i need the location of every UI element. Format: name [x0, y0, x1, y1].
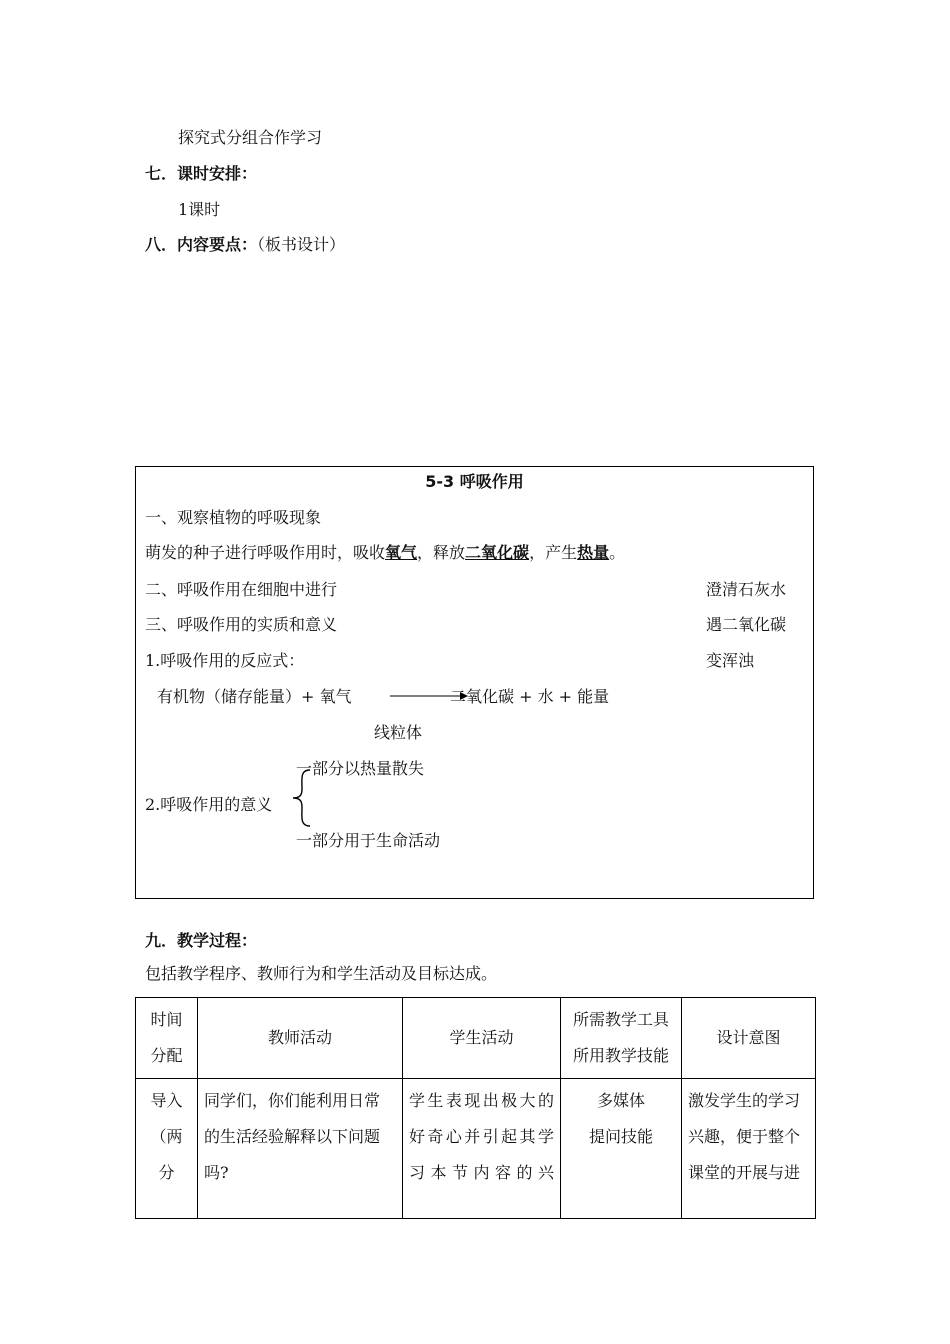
board-co2: 二氧化碳	[465, 543, 530, 562]
row1-intent	[682, 1079, 816, 1219]
row1-tools-line2: 提问技能	[588, 1127, 653, 1146]
section7-title: 七．课时安排：	[145, 164, 258, 183]
equation-condition: 线粒体	[374, 723, 423, 742]
row1-time-line3: 分	[158, 1163, 175, 1182]
row1-time-line2: （两	[150, 1127, 183, 1146]
side-note-1: 澄清石灰水	[706, 580, 787, 599]
curly-brace-icon	[290, 769, 314, 827]
board-heat: 热量	[577, 543, 610, 562]
row1-intent-line2: 兴趣，便于整个	[688, 1127, 801, 1146]
board-oxygen: 氧气	[385, 543, 418, 562]
board-line2-part1: 萌发的种子进行呼吸作用时，吸收	[145, 543, 386, 562]
teaching-process-table	[135, 997, 816, 1219]
section8-heading	[145, 235, 345, 254]
header-tools	[561, 998, 682, 1079]
header-time	[136, 998, 198, 1079]
row1-time	[136, 1079, 198, 1219]
intro-line: 探究式分组合作学习	[178, 128, 323, 147]
header-time-line2: 分配	[150, 1046, 183, 1065]
equation-left: 有机物（储存能量）+ 氧气	[157, 687, 352, 706]
board-line1: 一、观察植物的呼吸现象	[145, 508, 322, 527]
equation-right: 二氧化碳 + 水 + 能量	[450, 687, 610, 706]
header-teacher: 教师活动	[198, 998, 403, 1079]
meaning-top: 一部分以热量散失	[296, 759, 425, 778]
side-note-3: 变浑浊	[706, 651, 755, 670]
side-note-2: 遇二氧化碳	[706, 615, 787, 634]
board-title: 5-3 呼吸作用	[425, 472, 524, 491]
header-intent: 设计意图	[682, 998, 816, 1079]
blackboard-design-box	[135, 466, 814, 899]
section7-content: 1课时	[178, 200, 221, 219]
row1-student-line3: 习本节内容的兴	[409, 1163, 554, 1182]
section9-desc: 包括教学程序、教师行为和学生活动及目标达成。	[145, 964, 498, 983]
row1-teacher-line2: 的生活经验解释以下问题	[204, 1127, 381, 1146]
row1-tools-line1: 多媒体	[596, 1091, 645, 1110]
row1-teacher	[198, 1079, 403, 1219]
row1-intent-line1: 激发学生的学习	[688, 1091, 801, 1110]
board-line5: 1.呼吸作用的反应式：	[145, 651, 305, 670]
header-student: 学生活动	[403, 998, 561, 1079]
row1-teacher-line3: 吗?	[204, 1163, 229, 1182]
row1-student	[403, 1079, 561, 1219]
section9-title: 九．教学过程：	[145, 931, 258, 950]
board-line2-part4: 。	[609, 543, 626, 562]
board-line2-part3: ，产生	[529, 543, 578, 562]
meaning-label: 2.呼吸作用的意义	[145, 795, 273, 814]
table-header-row	[136, 998, 816, 1079]
row1-teacher-line1: 同学们，你们能利用日常	[204, 1091, 381, 1110]
meaning-bottom: 一部分用于生命活动	[296, 831, 441, 850]
row1-tools	[561, 1079, 682, 1219]
row1-intent-line3: 课堂的开展与进	[688, 1163, 801, 1182]
board-line2	[145, 543, 625, 562]
row1-time-line1: 导入	[150, 1091, 183, 1110]
row1-student-line2: 好奇心并引起其学	[409, 1127, 554, 1146]
header-tools-line1: 所需教学工具	[572, 1010, 669, 1029]
section8-note: （板书设计）	[257, 235, 346, 254]
header-time-line1: 时间	[150, 1010, 183, 1029]
row1-student-line1: 学生表现出极大的	[409, 1091, 554, 1110]
table-row	[136, 1079, 816, 1219]
board-line3: 二、呼吸作用在细胞中进行	[145, 580, 338, 599]
board-line2-part2: ，释放	[417, 543, 466, 562]
board-line4: 三、呼吸作用的实质和意义	[145, 615, 338, 634]
header-tools-line2: 所用教学技能	[572, 1046, 669, 1065]
section8-title: 八．内容要点：	[145, 235, 258, 254]
